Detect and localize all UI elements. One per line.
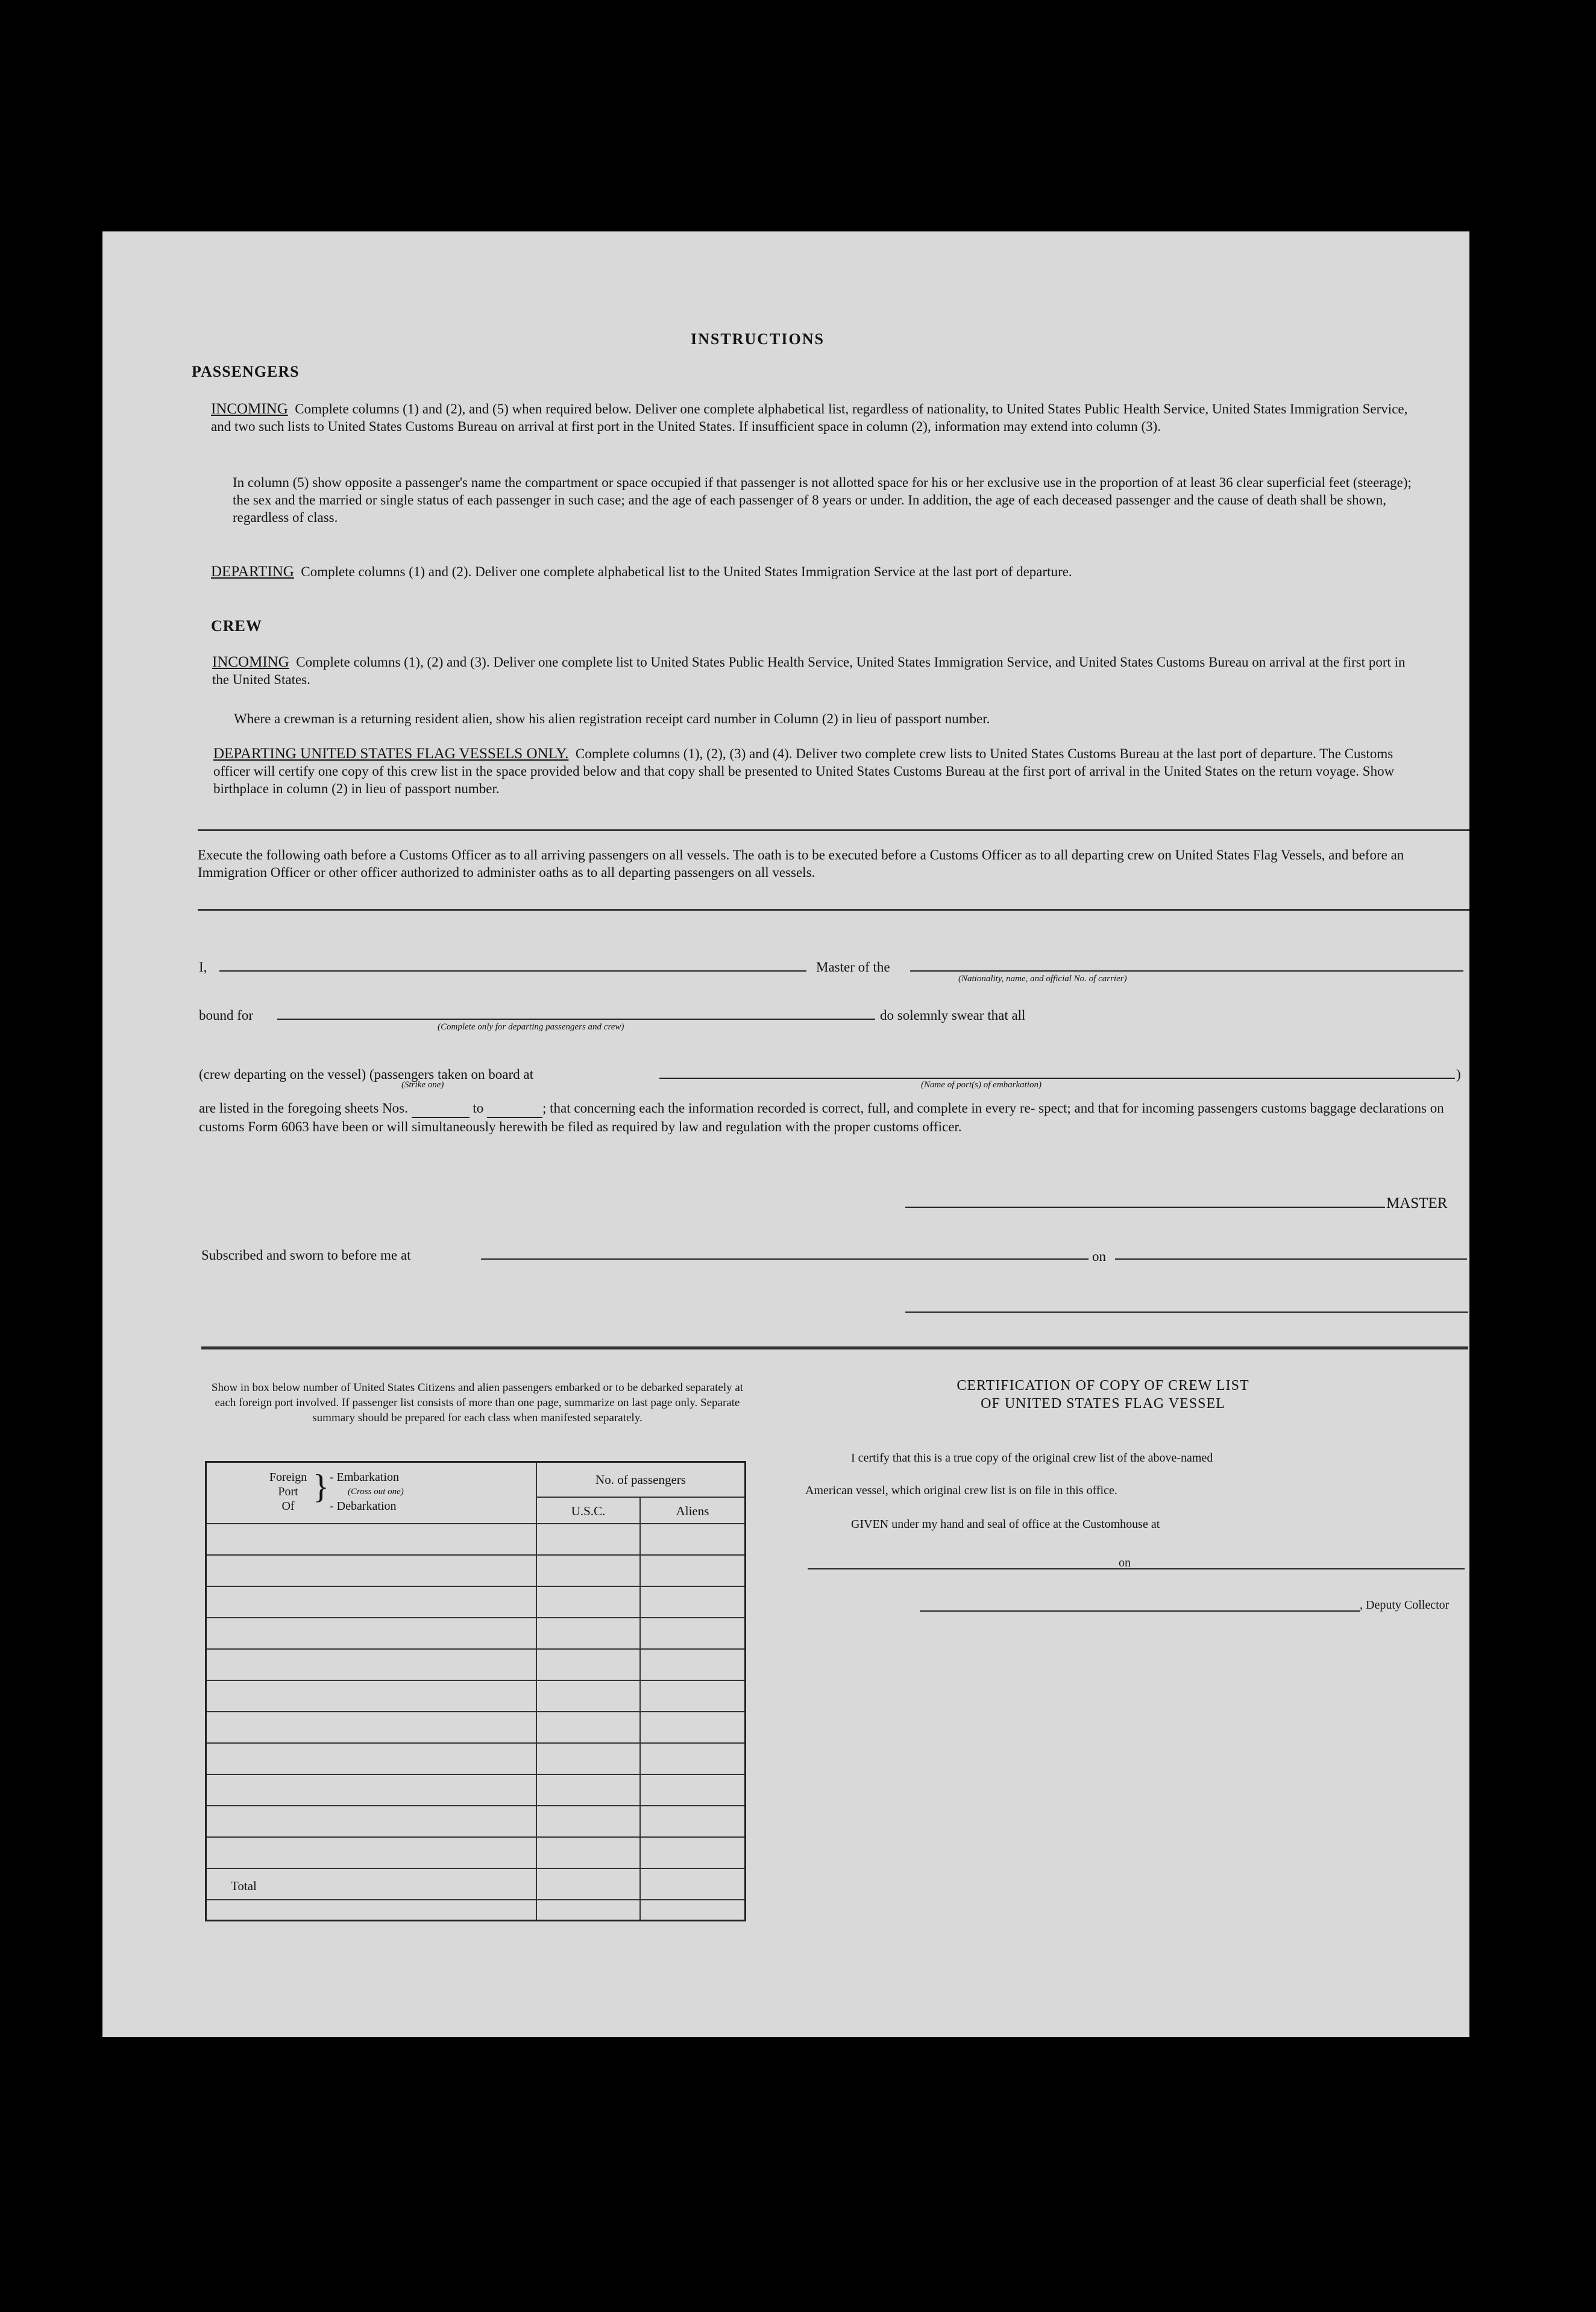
port-label: Port bbox=[278, 1485, 298, 1498]
oath-listed-paragraph bbox=[199, 1099, 1465, 1136]
row-line bbox=[207, 1711, 744, 1712]
passengers-departing-section bbox=[211, 563, 1422, 580]
passengers-incoming-label: INCOMING bbox=[211, 401, 288, 417]
oath-listed-b: ; that concerning each the information recorded is correct, full, and complete in every re- bbox=[542, 1101, 1035, 1116]
row-line bbox=[207, 1805, 744, 1806]
crew-incoming-text: Complete columns (1), (2) and (3). Deliver one complete list to United States Public Health Service, United States Immigration Service, and United States Customs Bureau on arrival at the first port in the United States. bbox=[212, 655, 1406, 687]
divider-1 bbox=[198, 829, 1469, 831]
crew-heading: CREW bbox=[211, 617, 262, 635]
passengers-departing-text: Complete columns (1) and (2). Deliver one complete alphabetical list to the United States Immigration Service at the last port of departure. bbox=[301, 564, 1072, 579]
master-signature-line[interactable] bbox=[905, 1207, 1385, 1208]
row-line bbox=[207, 1868, 744, 1869]
complete-note: (Complete only for departing passengers and crew) bbox=[438, 1022, 624, 1032]
row-line bbox=[207, 1774, 744, 1775]
deputy-signature-line[interactable] bbox=[920, 1610, 1360, 1612]
row-line bbox=[207, 1836, 744, 1838]
carrier-line[interactable] bbox=[910, 970, 1463, 972]
oath-swear: do solemnly swear that all bbox=[880, 1008, 1026, 1023]
oath-intro: Execute the following oath before a Customs Officer as to all arriving passengers on all vessels. The oath is to be executed before a Customs Officer as to all departing crew on United States Flag Vessels, and before an Immigration Officer or other officer authorized to administer oaths as to all departing passengers on all vessels. bbox=[198, 847, 1404, 880]
cert-date-line[interactable] bbox=[1139, 1568, 1465, 1569]
row-line bbox=[207, 1586, 744, 1587]
cert-line-3: GIVEN under my hand and seal of office at the Customhouse at bbox=[851, 1518, 1160, 1531]
nationality-note: (Nationality, name, and official No. of carrier) bbox=[958, 974, 1127, 984]
foreign-label: Foreign bbox=[269, 1471, 307, 1484]
oath-subscribed: Subscribed and sworn to before me at bbox=[201, 1248, 411, 1263]
embark-debark bbox=[330, 1470, 404, 1513]
certification-title-2: OF UNITED STATES FLAG VESSEL bbox=[981, 1396, 1225, 1412]
row-line bbox=[207, 1648, 744, 1650]
row-line bbox=[207, 1899, 744, 1900]
cert-line-2: American vessel, which original crew list is on file in this office. bbox=[805, 1484, 1117, 1497]
summary-intro: Show in box below number of United States Citizens and alien passengers embarked or to be debarked separately at each foreign port involved. If passenger list consists of more than one page, summarize on last page only. Separate summary should be prepared for each class when manifested separately. bbox=[211, 1381, 744, 1424]
embarkation-option[interactable]: - Embarkation bbox=[330, 1471, 399, 1484]
crew-resident-paragraph bbox=[234, 710, 1422, 727]
passengers-departing-label: DEPARTING bbox=[211, 564, 294, 580]
row-line bbox=[207, 1680, 744, 1681]
column5-paragraph bbox=[233, 474, 1422, 526]
cert-on: on bbox=[1119, 1556, 1131, 1569]
form-page bbox=[102, 231, 1469, 2037]
crew-flag-section bbox=[213, 745, 1422, 797]
summary-table bbox=[205, 1461, 746, 1921]
passengers-incoming-text: Complete columns (1) and (2), and (5) when required below. Deliver one complete alphabetical list, regardless of nationality, to United States Public Health Service, United States Immigration Service, and two such lists to United States Customs Bureau on arrival at first port in the United States. If insufficient space in column (2), information may extend into column (3). bbox=[211, 401, 1408, 434]
passengers-heading: PASSENGERS bbox=[192, 363, 300, 380]
oath-on: on bbox=[1092, 1249, 1106, 1264]
row-line bbox=[207, 1617, 744, 1618]
cross-out-note: (Cross out one) bbox=[348, 1487, 404, 1497]
subscribed-date-line[interactable] bbox=[1115, 1258, 1467, 1260]
oath-master-of: Master of the bbox=[816, 960, 890, 975]
total-label: Total bbox=[231, 1879, 257, 1893]
master-name-line[interactable] bbox=[219, 970, 806, 972]
ports-note: (Name of port(s) of embarkation) bbox=[921, 1080, 1041, 1090]
header-split-line bbox=[537, 1497, 744, 1498]
divider-2 bbox=[198, 909, 1469, 911]
page-title: INSTRUCTIONS bbox=[691, 330, 825, 348]
subscribed-place-line[interactable] bbox=[481, 1258, 1089, 1260]
ports-line[interactable] bbox=[659, 1078, 1455, 1079]
oath-close-paren: ) bbox=[1456, 1067, 1461, 1082]
oath-listed-a: are listed in the foregoing sheets Nos. bbox=[199, 1101, 408, 1116]
strike-note: (Strike one) bbox=[401, 1080, 444, 1090]
column5-text: In column (5) show opposite a passenger's name the compartment or space occupied if that passenger is not allotted space for his or her exclusive use in the proportion of at least 36 clear superficial feet (steerage); the sex and the married or single status of each passenger in such case; and the age of each passenger of 8 years or under. In addition, the age of each deceased passenger and the cause of death shall be shown, regardless of class. bbox=[233, 475, 1412, 525]
col-divider-1 bbox=[536, 1463, 537, 1920]
crew-resident-text: Where a crewman is a returning resident alien, show his alien registration receipt card number in Column (2) in lieu of passport number. bbox=[234, 711, 990, 726]
oath-listed-c: spect; and that for incoming passengers customs baggage declarations on customs Form 6063 have been or will simultaneously herewith be filed as required by law and regulation with the proper customs officer. bbox=[199, 1101, 1444, 1134]
no-passengers-header: No. of passengers bbox=[595, 1472, 686, 1487]
crew-flag-text: Complete columns (1), (2), (3) and (4). Deliver two complete crew lists to United States Customs Bureau at the last port of departure. The Customs officer will certify one copy of this crew list in the space provided below and that copy shall be presented to United States Customs Bureau at the first port of arrival in the United States on the return voyage. Show birthplace in column (2) in lieu of passport number. bbox=[213, 746, 1395, 796]
sheet-to-field[interactable] bbox=[487, 1099, 542, 1118]
bound-for-line[interactable] bbox=[277, 1019, 875, 1020]
divider-3 bbox=[201, 1346, 1468, 1349]
aliens-header: Aliens bbox=[676, 1504, 709, 1518]
crew-incoming-section bbox=[212, 653, 1422, 688]
deputy-collector-label: , Deputy Collector bbox=[1360, 1598, 1450, 1612]
brace-glyph: } bbox=[313, 1468, 329, 1506]
usc-header: U.S.C. bbox=[571, 1504, 606, 1518]
oath-crew-departing: (crew departing on the vessel) (passengers taken on board at bbox=[199, 1067, 533, 1082]
of-label: Of bbox=[281, 1500, 295, 1513]
row-line bbox=[207, 1554, 744, 1556]
officer-signature-line[interactable] bbox=[905, 1311, 1468, 1313]
row-line bbox=[207, 1523, 744, 1524]
cert-line-1: I certify that this is a true copy of the original crew list of the above-named bbox=[851, 1451, 1213, 1465]
sheet-from-field[interactable] bbox=[412, 1099, 470, 1118]
crew-incoming-label: INCOMING bbox=[212, 654, 289, 670]
certification-title bbox=[874, 1377, 1332, 1413]
oath-master: MASTER bbox=[1386, 1195, 1448, 1211]
row-line bbox=[207, 1742, 744, 1744]
debarkation-option[interactable]: - Debarkation bbox=[330, 1500, 397, 1513]
col-divider-2 bbox=[639, 1497, 641, 1920]
foreign-port-of bbox=[267, 1470, 309, 1513]
oath-listed-to: to bbox=[473, 1101, 484, 1116]
oath-i: I, bbox=[199, 960, 207, 975]
certification-title-1: CERTIFICATION OF COPY OF CREW LIST bbox=[957, 1378, 1249, 1393]
crew-flag-label: DEPARTING UNITED STATES FLAG VESSELS ONLY. bbox=[213, 746, 569, 762]
passengers-incoming-section bbox=[211, 400, 1422, 435]
oath-bound-for: bound for bbox=[199, 1008, 254, 1023]
